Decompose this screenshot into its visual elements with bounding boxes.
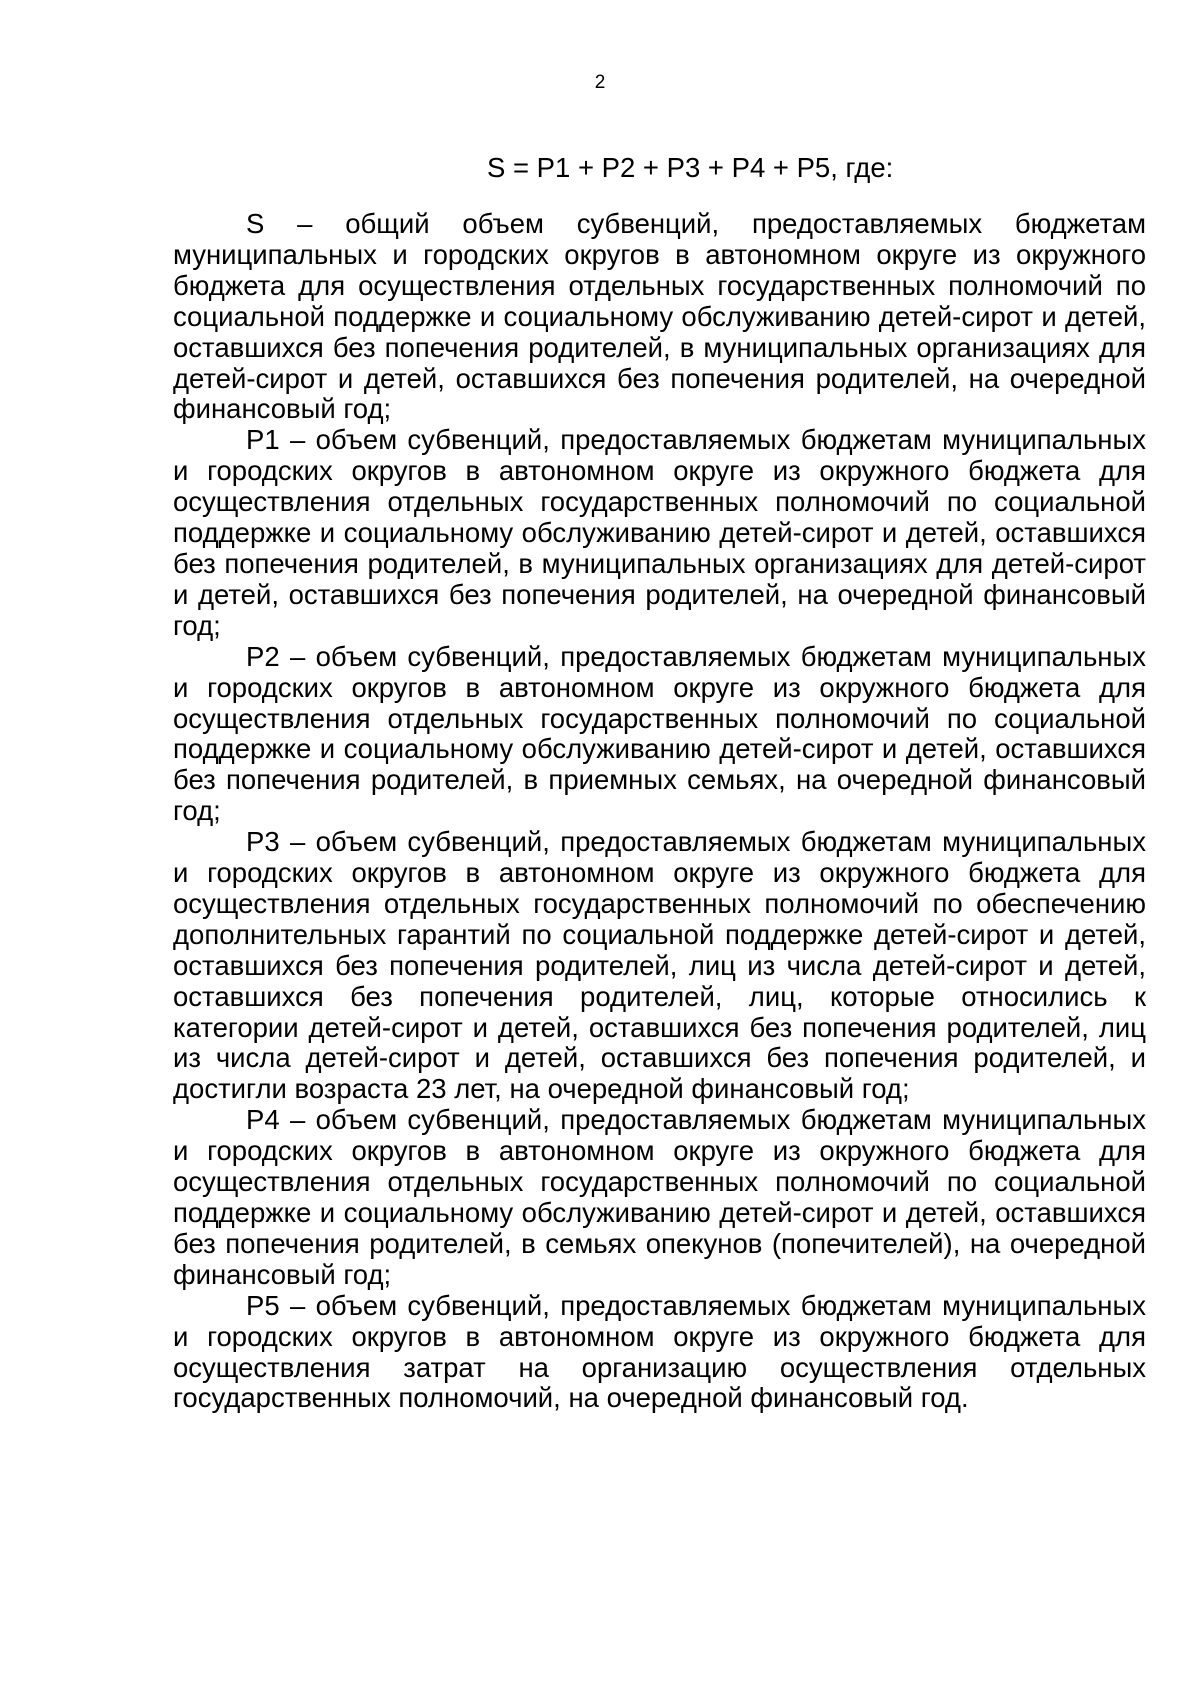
formula: S = P1 + P2 + P3 + P4 + P5, где:	[487, 152, 894, 183]
definition-p2: P2 – объем субвенций, предоставляемых бюджетам муниципальных и городских округов в автономном округе из окружного бюджета для осуществления отдельных государственных полномочий по социальной поддержке и социальному обслуживанию детей-сирот и детей, оставшихся без попечения родителей, в приемных семьях, на очередной финансовый год;	[173, 640, 1146, 827]
definition-p4: P4 – объем субвенций, предоставляемых бюджетам муниципальных и городских округов в автономном округе из окружного бюджета для осуществления отдельных государственных полномочий по социальной поддержке и социальному обслуживанию детей-сирот и детей, оставшихся без попечения родителей, в семьях опекунов (попечителей), на очередной финансовый год;	[173, 1104, 1146, 1290]
page-number: 2	[594, 72, 606, 93]
body-text	[173, 209, 1146, 1414]
definition-p1: P1 – объем субвенций, предоставляемых бюджетам муниципальных и городских округов в автономном округе из окружного бюджета для осуществления отдельных государственных полномочий по социальной поддержке и социальному обслуживанию детей-сирот и детей, оставшихся без попечения родителей, в муниципальных организациях для детей-сирот и детей, оставшихся без попечения родителей, на очередной финансовый год;	[173, 424, 1146, 641]
definition-p5: P5 – объем субвенций, предоставляемых бюджетам муниципальных и городских округов в автономном округе из окружного бюджета для осуществления затрат на организацию осуществления отдельных государственных полномочий, на очередной финансовый год.	[173, 1289, 1146, 1414]
definition-p3: P3 – объем субвенций, предоставляемых бюджетам муниципальных и городских округов в автономном округе из окружного бюджета для осуществления отдельных государственных полномочий по обеспечению дополнительных гарантий по социальной поддержке детей-сирот и детей, оставшихся без попечения родителей, лиц из числа детей-сирот и детей, оставшихся без попечения родителей, лиц, которые относились к категории детей-сирот и детей, оставшихся без попечения родителей, лиц из числа детей-сирот и детей, оставшихся без попечения родителей, и достигли возраста 23 лет, на очередной финансовый год;	[173, 826, 1146, 1105]
definition-s: S – общий объем субвенций, предоставляемых бюджетам муниципальных и городских округов в автономном округе из окружного бюджета для осуществления отдельных государственных полномочий по социальной поддержке и социальному обслуживанию детей-сирот и детей, оставшихся без попечения родителей, в муниципальных организациях для детей-сирот и детей, оставшихся без попечения родителей, на очередной финансовый год;	[173, 208, 1146, 425]
